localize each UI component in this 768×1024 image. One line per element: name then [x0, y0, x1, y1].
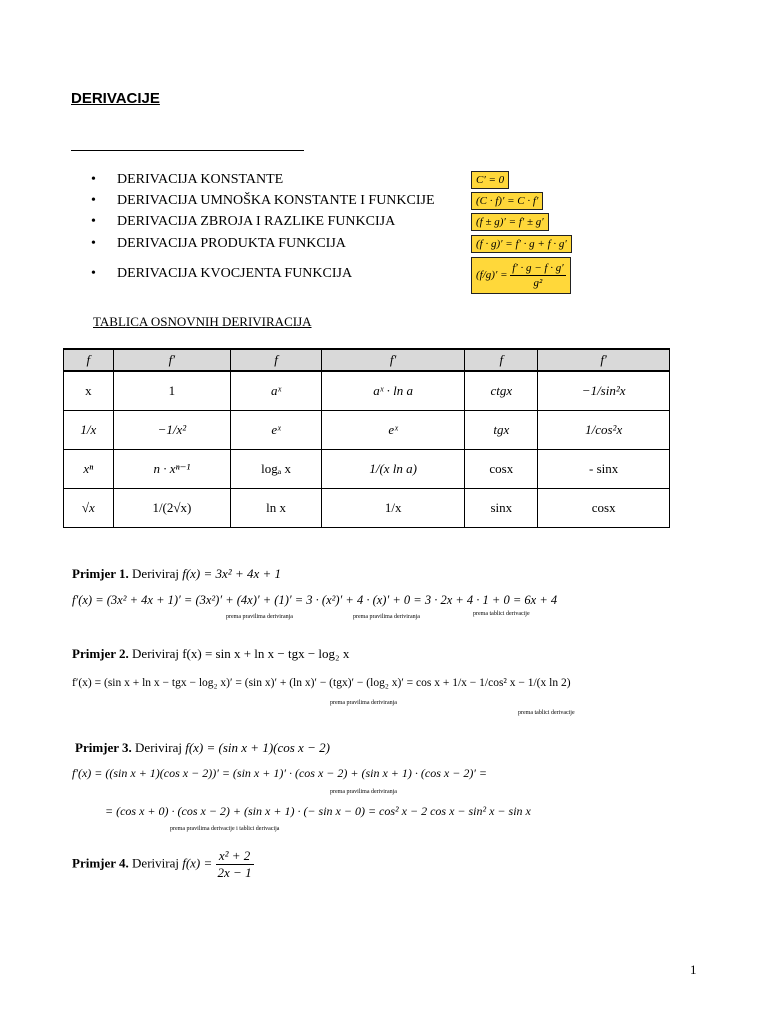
table-cell: x — [64, 371, 114, 411]
table-header: f — [231, 349, 322, 371]
bullet-item: • DERIVACIJA ZBROJA I RAZLIKE FUNKCIJA — [91, 214, 396, 229]
example-solution: f′(x) = ((sin x + 1)(cos x − 2))′ = (sin x + 1)′ · (cos x − 2) + (sin x + 1) · (cos x − 2)′ = — [72, 766, 488, 780]
table-cell: tgx — [465, 411, 538, 450]
formula-box — [471, 257, 571, 294]
table-cell: 1/(x ln a) — [322, 450, 465, 489]
example-heading — [72, 566, 281, 582]
table-title: TABLICA OSNOVNIH DERIVIRACIJA — [93, 314, 312, 329]
example-function-lhs: f(x) = — [182, 855, 213, 871]
bullet-label: DERIVACIJA ZBROJA I RAZLIKE FUNKCIJA — [117, 214, 396, 229]
formula-lhs: (f/g)′ = — [476, 269, 508, 282]
table-row — [64, 411, 670, 450]
table-cell: sinx — [465, 489, 538, 528]
table-cell: cosx — [538, 489, 670, 528]
table-row — [64, 371, 670, 411]
table-cell: ctgx — [465, 371, 538, 411]
bullet-label: DERIVACIJA KVOCJENTA FUNKCIJA — [117, 266, 353, 281]
table-cell: - sinx — [538, 450, 670, 489]
bullet-item: • DERIVACIJA KVOCJENTA FUNKCIJA — [91, 266, 353, 281]
formula-box: (f · g)′ = f′ · g + f · g′ — [471, 235, 572, 253]
table-header: f′ — [322, 349, 465, 371]
example-solution: f′(x) = (3x² + 4x + 1)′ = (3x²)′ + (4x)′ + (1)′ = 3 · (x²)′ + 4 · (x)′ + 0 = 3 · 2x + 4 · 1 + 0 = 6x + 4 — [72, 593, 558, 607]
example-verb: Deriviraj — [132, 566, 179, 581]
bullet-label: DERIVACIJA KONSTANTE — [117, 172, 284, 187]
denominator: 2x − 1 — [217, 865, 252, 880]
example-heading — [72, 646, 349, 662]
example-heading — [75, 740, 330, 756]
table-cell: eˣ — [231, 411, 322, 450]
table-cell: −1/sin²x — [538, 371, 670, 411]
table-cell: 1/x — [322, 489, 465, 528]
table-cell: eˣ — [322, 411, 465, 450]
table-cell: 1 — [113, 371, 230, 411]
example-heading — [72, 848, 254, 881]
table-header: f — [465, 349, 538, 371]
annotation: prema pravilima deriviranja — [353, 614, 420, 620]
example-verb: Deriviraj — [132, 855, 179, 871]
bullet-item: • DERIVACIJA PRODUKTA FUNKCIJA — [91, 236, 346, 251]
table-row — [64, 450, 670, 489]
table-row — [64, 489, 670, 528]
derivative-table — [63, 348, 670, 528]
example-solution: = (cos x + 0) · (cos x − 2) + (sin x + 1) · (− sin x − 0) = cos² x − 2 cos x − sin² x − sin x — [105, 804, 531, 818]
annotation: prema pravilima deriviranja — [226, 614, 293, 620]
table-header-row — [64, 349, 670, 371]
table-header: f′ — [538, 349, 670, 371]
formula-box: C′ = 0 — [471, 171, 509, 189]
example-verb: Deriviraj — [132, 646, 179, 661]
bullet-item: • DERIVACIJA UMNOŠKA KONSTANTE I FUNKCIJE — [91, 193, 435, 208]
formula-box: (C · f)′ = C · f′ — [471, 192, 543, 210]
annotation: prema tablici derivacije — [518, 710, 575, 716]
table-cell: xⁿ — [64, 450, 114, 489]
table-cell: cosx — [465, 450, 538, 489]
bullet-item: • DERIVACIJA KONSTANTE — [91, 172, 284, 187]
numerator: x² + 2 — [216, 848, 254, 865]
example-function: f(x) = 3x² + 4x + 1 — [182, 566, 282, 581]
annotation: prema pravilima deriviranja — [330, 700, 397, 706]
table-cell: −1/x² — [113, 411, 230, 450]
example-function: f(x) = sin x + ln x − tgx − log₂ x — [182, 646, 350, 661]
example-label: Primjer 4. — [72, 855, 129, 871]
example-function-fraction — [216, 848, 254, 881]
formula-box: (f ± g)′ = f′ ± g′ — [471, 213, 549, 231]
table-header: f — [64, 349, 114, 371]
example-solution: f′(x) = (sin x + ln x − tgx − log₂ x)′ = (sin x)′ + (ln x)′ − (tgx)′ − (log₂ x)′ = cos x + 1/x − 1/cos² x − 1/(x ln 2) — [72, 677, 571, 689]
divider — [71, 150, 304, 151]
table-cell: logₐ x — [231, 450, 322, 489]
example-label: Primjer 2. — [72, 646, 129, 661]
denominator: g² — [533, 277, 543, 289]
page-number: 1 — [690, 962, 697, 977]
annotation: prema tablici derivacije — [473, 611, 530, 617]
numerator: f′ · g − f · g′ — [512, 262, 564, 274]
example-label: Primjer 1. — [72, 566, 129, 581]
annotation: prema pravilima deriviranja — [330, 789, 397, 795]
annotation: prema pravilima derivacije i tablici derivacija — [170, 826, 280, 832]
table-cell: √x — [64, 489, 114, 528]
page-title: DERIVACIJE — [71, 90, 160, 107]
example-function: f(x) = (sin x + 1)(cos x − 2) — [185, 740, 330, 755]
table-cell: aˣ · ln a — [322, 371, 465, 411]
example-verb: Deriviraj — [135, 740, 182, 755]
formula-fraction — [510, 261, 565, 290]
table-cell: ln x — [231, 489, 322, 528]
table-cell: 1/cos²x — [538, 411, 670, 450]
bullet-label: DERIVACIJA UMNOŠKA KONSTANTE I FUNKCIJE — [117, 193, 435, 208]
bullet-label: DERIVACIJA PRODUKTA FUNKCIJA — [117, 236, 346, 251]
table-cell: 1/x — [64, 411, 114, 450]
table-header: f′ — [113, 349, 230, 371]
table-cell: 1/(2√x) — [113, 489, 230, 528]
example-label: Primjer 3. — [75, 740, 132, 755]
table-cell: n · xⁿ⁻¹ — [113, 450, 230, 489]
table-cell: aˣ — [231, 371, 322, 411]
